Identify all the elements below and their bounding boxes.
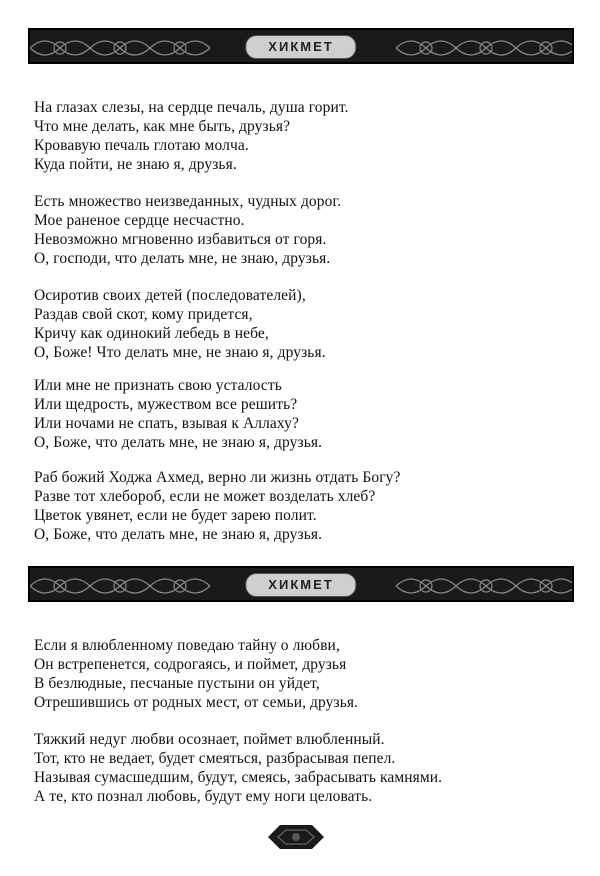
verse-line: Раб божий Ходжа Ахмед, верно ли жизнь отдать Богу?: [34, 469, 401, 486]
verse-line: Невозможно мгновенно избавиться от горя.: [34, 231, 327, 248]
banner-title: ХИКМЕТ: [245, 35, 356, 59]
verse-line: О, Боже! Что делать мне, не знаю я, друзья.: [34, 344, 326, 361]
verse-line: Что мне делать, как мне быть, друзья?: [34, 118, 291, 135]
stanza-5: [34, 468, 401, 544]
verse-line: Или ночами не спать, взывая к Аллаху?: [34, 415, 299, 432]
banner-title: ХИКМЕТ: [245, 573, 356, 597]
verse-line: В безлюдные, песчаные пустыни он уйдет,: [34, 675, 320, 692]
stanza-4: [34, 376, 322, 452]
verse-line: Или щедрость, мужеством все решить?: [34, 396, 298, 413]
stanza-7: [34, 730, 442, 806]
verse-line: О, Боже, что делать мне, не знаю я, друзья.: [34, 526, 323, 543]
verse-line: А те, кто познал любовь, будут ему ноги целовать.: [34, 788, 373, 805]
verse-line: На глазах слезы, на сердце печаль, душа горит.: [34, 99, 349, 116]
section-banner-2: [28, 566, 574, 602]
stanza-2: [34, 192, 341, 268]
verse-line: Есть множество неизведанных, чудных дорог.: [34, 193, 342, 210]
verse-line: Мое раненое сердце несчастно.: [34, 212, 245, 229]
verse-line: О, господи, что делать мне, не знаю, друзья.: [34, 250, 331, 267]
verse-line: Куда пойти, не знаю я, друзья.: [34, 156, 237, 173]
stanza-3: [34, 286, 326, 362]
section-banner-1: [28, 28, 574, 64]
verse-line: Тяжкий недуг любви осознает, поймет влюбленный.: [34, 731, 385, 748]
verse-line: О, Боже, что делать мне, не знаю я, друзья.: [34, 434, 323, 451]
verse-line: Тот, кто не ведает, будет смеяться, разбрасывая пепел.: [34, 750, 396, 767]
verse-line: Раздав свой скот, кому придется,: [34, 306, 253, 323]
stanza-6: [34, 636, 358, 712]
verse-line: Называя сумасшедшим, будут, смеясь, забрасывать камнями.: [34, 769, 443, 786]
verse-line: Отрешившись от родных мест, от семьи, друзья.: [34, 694, 359, 711]
verse-line: Осиротив своих детей (последователей),: [34, 287, 306, 304]
stanza-1: [34, 98, 349, 174]
verse-line: Цветок увянет, если не будет зарею полит.: [34, 507, 317, 524]
verse-line: Он встрепенется, содрогаясь, и поймет, друзья: [34, 656, 347, 673]
verse-line: Или мне не признать свою усталость: [34, 377, 282, 394]
verse-line: Если я влюбленному поведаю тайну о любви,: [34, 637, 340, 654]
verse-line: Разве тот хлебороб, если не может возделать хлеб?: [34, 488, 376, 505]
page-ornament-icon: [264, 822, 328, 852]
verse-line: Кровавую печаль глотаю молча.: [34, 137, 249, 154]
verse-line: Кричу как одинокий лебедь в небе,: [34, 325, 269, 342]
